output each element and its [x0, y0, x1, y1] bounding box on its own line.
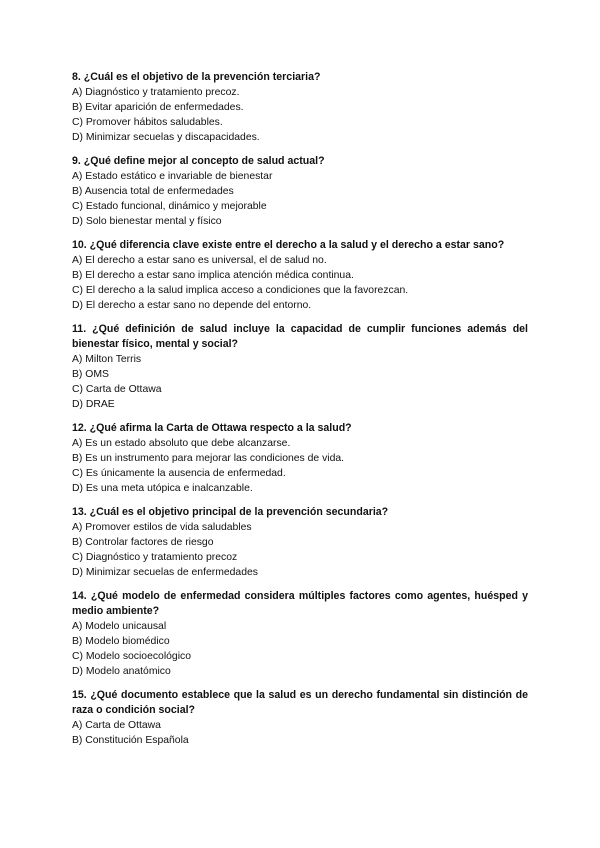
- answer-option: A) Milton Terris: [72, 354, 142, 365]
- question-title: 14. ¿Qué modelo de enfermedad considera múltiples factores como agentes, huésped y medio ambiente?: [72, 590, 528, 617]
- answer-option: A) Es un estado absoluto que debe alcanzarse.: [72, 438, 291, 449]
- answer-option: A) El derecho a estar sano es universal, el de salud no.: [72, 255, 327, 266]
- question-title: 8. ¿Cuál es el objetivo de la prevención terciaria?: [72, 71, 321, 83]
- question-title: 10. ¿Qué diferencia clave existe entre el derecho a la salud y el derecho a estar sano?: [72, 239, 505, 251]
- answer-option: B) Modelo biomédico: [72, 636, 170, 647]
- question-block: [72, 421, 528, 496]
- question-title: 15. ¿Qué documento establece que la salud es un derecho fundamental sin distinción de raza o condición social?: [72, 689, 528, 716]
- answer-option: B) Controlar factores de riesgo: [72, 537, 214, 548]
- question-block: [72, 589, 528, 679]
- answer-option: C) Modelo socioecológico: [72, 651, 191, 662]
- answer-option: A) Carta de Ottawa: [72, 720, 161, 731]
- answer-option: C) El derecho a la salud implica acceso a condiciones que la favorezcan.: [72, 285, 409, 296]
- answer-option: B) OMS: [72, 369, 109, 380]
- answer-option: B) Es un instrumento para mejorar las condiciones de vida.: [72, 453, 345, 464]
- answer-option: A) Modelo unicausal: [72, 621, 167, 632]
- answer-option: C) Promover hábitos saludables.: [72, 117, 223, 128]
- answer-option: C) Es únicamente la ausencia de enfermedad.: [72, 468, 286, 479]
- question-title: 13. ¿Cuál es el objetivo principal de la prevención secundaria?: [72, 506, 389, 518]
- question-block: [72, 322, 528, 412]
- answer-option: D) Modelo anatómico: [72, 666, 171, 677]
- answer-option: A) Estado estático e invariable de bienestar: [72, 171, 273, 182]
- answer-option: B) Constitución Española: [72, 735, 189, 746]
- answer-option: B) El derecho a estar sano implica atención médica continua.: [72, 270, 354, 281]
- answer-option: A) Diagnóstico y tratamiento precoz.: [72, 87, 240, 98]
- question-block: [72, 238, 528, 313]
- question-title: 11. ¿Qué definición de salud incluye la capacidad de cumplir funciones además del bienestar físico, mental y social?: [72, 323, 528, 350]
- answer-option: B) Ausencia total de enfermedades: [72, 186, 234, 197]
- document-page: [72, 70, 528, 757]
- question-title: 12. ¿Qué afirma la Carta de Ottawa respecto a la salud?: [72, 422, 352, 434]
- question-block: [72, 154, 528, 229]
- answer-option: C) Estado funcional, dinámico y mejorable: [72, 201, 267, 212]
- answer-option: B) Evitar aparición de enfermedades.: [72, 102, 244, 113]
- answer-option: D) El derecho a estar sano no depende del entorno.: [72, 300, 312, 311]
- answer-option: D) Es una meta utópica e inalcanzable.: [72, 483, 253, 494]
- question-block: [72, 505, 528, 580]
- question-title: 9. ¿Qué define mejor al concepto de salud actual?: [72, 155, 325, 167]
- answer-option: D) Minimizar secuelas de enfermedades: [72, 567, 258, 578]
- answer-option: D) DRAE: [72, 399, 115, 410]
- question-block: [72, 688, 528, 748]
- answer-option: C) Diagnóstico y tratamiento precoz: [72, 552, 238, 563]
- answer-option: D) Solo bienestar mental y físico: [72, 216, 222, 227]
- question-block: [72, 70, 528, 145]
- answer-option: A) Promover estilos de vida saludables: [72, 522, 252, 533]
- answer-option: C) Carta de Ottawa: [72, 384, 162, 395]
- answer-option: D) Minimizar secuelas y discapacidades.: [72, 132, 260, 143]
